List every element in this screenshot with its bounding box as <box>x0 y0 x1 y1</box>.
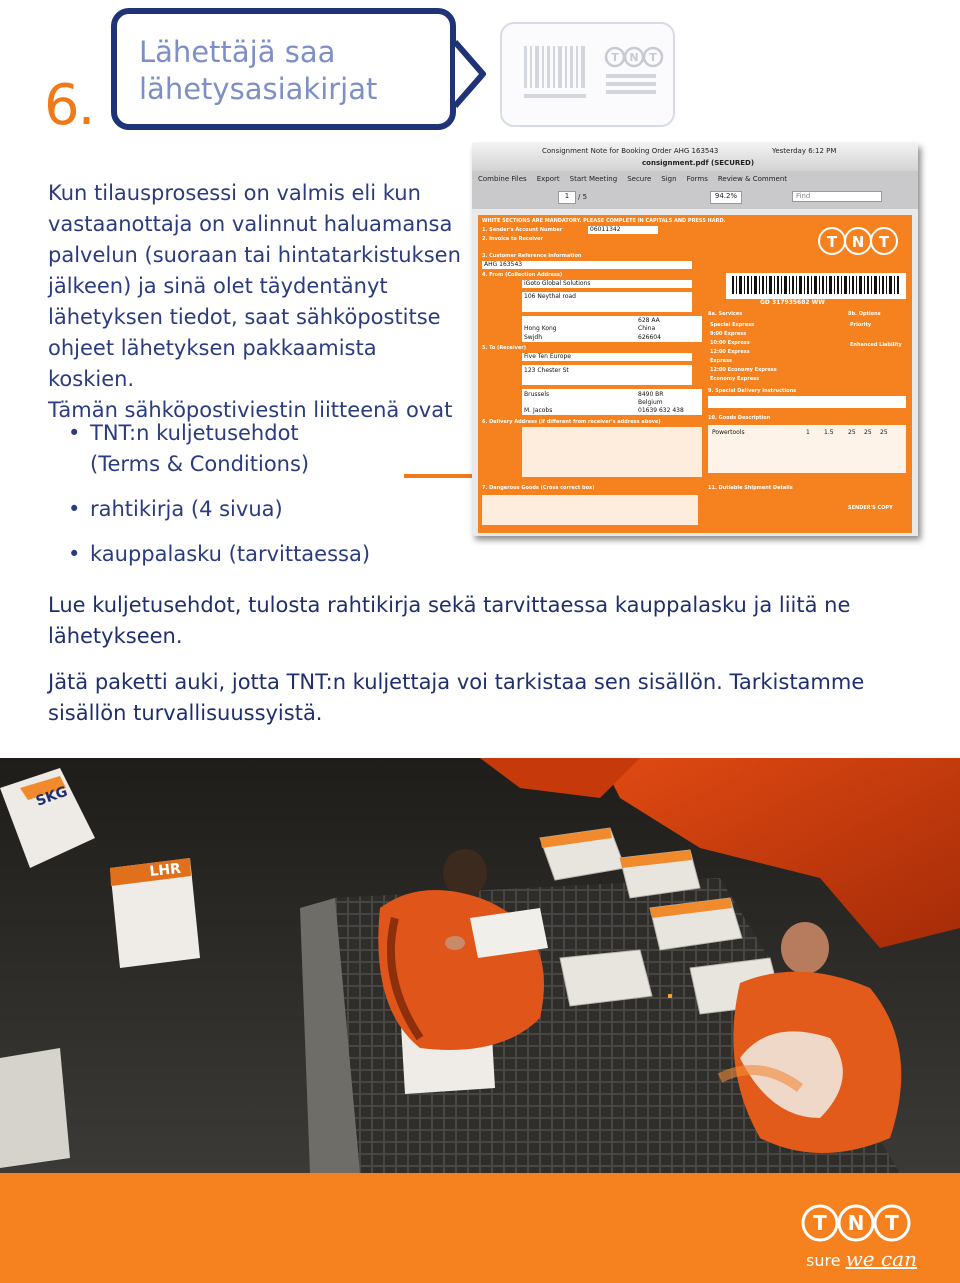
account-value: 06011342 <box>590 226 621 233</box>
window-time: Yesterday 6:12 PM <box>772 147 837 155</box>
toolbar-export[interactable]: Export <box>536 175 560 183</box>
tnt-brand-logo-icon <box>800 1203 912 1247</box>
goods-description-label: 10. Goods Description <box>708 415 771 421</box>
attachments-list <box>68 418 458 584</box>
to-postal: 8490 BR <box>638 391 664 398</box>
brand-slogan <box>806 1247 917 1271</box>
dim-height: 25 <box>880 429 888 436</box>
from-address: 106 Neythal road <box>524 293 576 300</box>
page-total: / 5 <box>578 193 588 201</box>
to-contact: M. Jacobs <box>524 407 553 414</box>
slogan-sure: sure <box>806 1251 841 1270</box>
service-1000-express[interactable]: 10:00 Express <box>710 340 750 346</box>
list-item <box>68 418 458 480</box>
find-input[interactable]: Find <box>792 191 882 202</box>
step-title-line-1: Lähettäjä saa <box>139 35 336 69</box>
from-contact: Swjdh <box>524 334 542 341</box>
sorting-workers-image <box>0 758 960 1173</box>
reference-label: 3. Customer Reference Information <box>482 253 582 259</box>
option-priority[interactable]: Priority <box>850 322 872 328</box>
option-enhanced-liability[interactable]: Enhanced Liability <box>850 342 902 348</box>
logo-letter: T <box>813 1211 827 1235</box>
box-label-lhr: LHR <box>148 860 182 880</box>
svg-text:T: T <box>878 233 890 251</box>
to-city: Brussels <box>524 391 550 398</box>
toolbar-forms[interactable]: Forms <box>686 175 708 183</box>
callout-pointer-icon <box>455 38 489 110</box>
from-city: Hong Kong <box>524 325 557 332</box>
weight-value: 1.5 <box>824 429 834 436</box>
svg-text:T: T <box>649 51 657 64</box>
step-number: 6. <box>44 73 94 138</box>
step-title-callout <box>111 8 456 130</box>
senders-copy-label: SENDER'S COPY <box>848 505 893 511</box>
service-express[interactable]: Express <box>710 358 733 364</box>
intro-paragraph: Kun tilausprosessi on valmis eli kun vastaanottaja on valinnut haluamansa palvelun (suoraan tai hintatarkistuksen jälkeen) ja sinä olet täydentänyt lähetyksen tiedot, saat sähköpostitse ohjeet lähetyksen pakkaamista koskien. <box>48 181 461 391</box>
service-economy[interactable]: Economy Express <box>710 376 760 382</box>
instructions-text <box>48 590 928 744</box>
toolbar-secure[interactable]: Secure <box>627 175 652 183</box>
logo-letter: N <box>847 1211 865 1235</box>
list-item <box>68 494 458 525</box>
slogan-we-can: we can <box>845 1247 917 1271</box>
svg-text:T: T <box>611 51 619 64</box>
page-number-input[interactable]: 1 <box>558 191 576 204</box>
delivery-label: 6. Delivery Address (if different from receiver's address above) <box>482 419 661 425</box>
options-list <box>850 319 910 348</box>
to-address: 123 Chester St <box>524 367 569 374</box>
service-1200-economy[interactable]: 12:00 Economy Express <box>710 367 777 373</box>
waybill-barcode <box>726 273 906 299</box>
list-item <box>68 539 458 570</box>
window-title: Consignment Note for Booking Order AHG 163543 <box>542 147 719 155</box>
toolbar-start-meeting[interactable]: Start Meeting <box>569 175 618 183</box>
to-label: 5. To (Receiver) <box>482 345 527 351</box>
consignment-note-screenshot <box>472 143 918 536</box>
from-tel: 626604 <box>638 334 661 341</box>
to-tel: 01639 632 438 <box>638 407 684 414</box>
attachment-terms: • TNT:n kuljetusehdot <box>90 421 299 445</box>
dim-length: 25 <box>848 429 856 436</box>
from-name: iGoto Global Solutions <box>524 280 591 287</box>
pdf-toolbar <box>472 171 918 209</box>
service-0900-express[interactable]: 9:00 Express <box>710 331 747 337</box>
consignment-form <box>478 215 912 533</box>
svg-text:N: N <box>851 233 865 251</box>
options-label: 8b. Options <box>848 311 881 317</box>
toolbar-sign[interactable]: Sign <box>661 175 677 183</box>
attachment-invoice: • kauppalasku (tarvittaessa) <box>90 542 371 566</box>
pdf-window-titlebar <box>472 143 918 171</box>
warehouse-photo <box>0 758 960 1173</box>
to-name: Five Ten Europe <box>524 353 571 360</box>
step-title <box>139 34 377 108</box>
instructions-paragraph-2: Jätä paketti auki, jotta TNT:n kuljettaja voi tarkistaa sen sisällön. Tarkistamme sisällön turvallisuussyistä. <box>48 670 865 725</box>
waybill-document-icon <box>500 22 675 127</box>
logo-letter: T <box>885 1211 899 1235</box>
attachment-terms-en: (Terms & Conditions) <box>90 452 310 476</box>
barcode-icon <box>502 24 673 125</box>
services-label: 8a. Services <box>708 311 743 317</box>
to-country: Belgium <box>638 399 663 406</box>
toolbar-review-comment[interactable]: Review & Comment <box>717 175 788 183</box>
connector-line <box>404 474 474 478</box>
svg-text:N: N <box>629 51 639 64</box>
box-label-skg: SKG <box>33 783 70 810</box>
special-instructions-label: 9. Special Delivery Instructions <box>708 388 797 394</box>
items-value: 1 <box>806 429 810 436</box>
intro-text <box>48 178 468 426</box>
services-list <box>710 319 840 382</box>
step-title-line-2: lähetysasiakirjat <box>139 72 378 106</box>
attachment-waybill: • rahtikirja (4 sivua) <box>90 497 283 521</box>
service-1200-express[interactable]: 12:00 Express <box>710 349 750 355</box>
toolbar-combine-files[interactable]: Combine Files <box>478 175 527 183</box>
from-postal: 628 AA <box>638 317 660 324</box>
goods-value: Powertools <box>712 429 745 436</box>
waybill-barcode-icon <box>726 273 906 299</box>
zoom-level[interactable]: 94.2% <box>710 191 742 204</box>
attachments-lead: Tämän sähköpostiviestin liitteenä ovat <box>48 398 453 422</box>
file-name: consignment.pdf (SECURED) <box>642 159 755 167</box>
invoice-label: 2. Invoice to Receiver <box>482 236 544 242</box>
form-header: WHITE SECTIONS ARE MANDATORY. PLEASE COMPLETE IN CAPITALS AND PRESS HARD. <box>482 218 726 224</box>
service-special-express[interactable]: Special Express <box>710 322 755 328</box>
from-country: China <box>638 325 656 332</box>
svg-text:T: T <box>826 233 838 251</box>
reference-value: AHG 163543 <box>484 261 523 268</box>
from-label: 4. From (Collection Address) <box>482 272 563 278</box>
account-label: 1. Sender's Account Number <box>482 227 563 233</box>
waybill-number: GD 317935682 WW <box>760 299 825 306</box>
instructions-paragraph-1: Lue kuljetusehdot, tulosta rahtikirja sekä tarvittaessa kauppalasku ja liitä ne lähetykseen. <box>48 593 851 648</box>
dangerous-goods-label: 7. Dangerous Goods (Cross correct box) <box>482 485 595 491</box>
dim-width: 25 <box>864 429 872 436</box>
dutiable-label: 11. Dutiable Shipment Details <box>708 485 793 491</box>
